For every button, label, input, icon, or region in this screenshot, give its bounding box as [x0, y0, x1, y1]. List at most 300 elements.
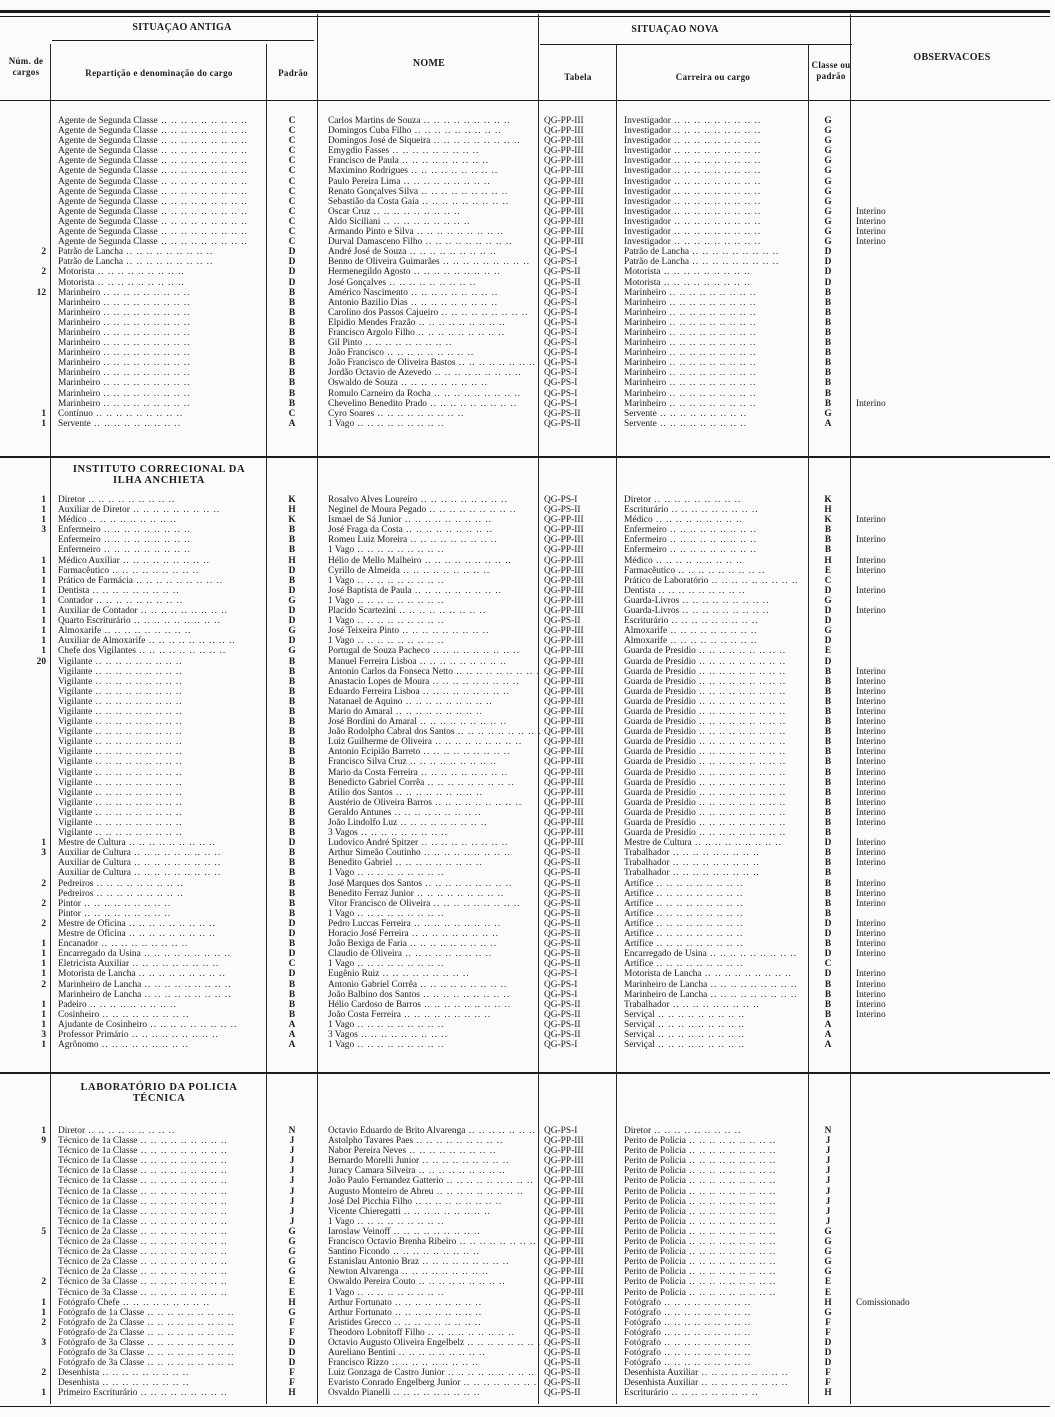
row-num-cargos: [0, 868, 52, 878]
row-carreira: Médico .. ..: [616, 556, 808, 566]
row-observacao: [848, 1136, 1055, 1146]
row-nome: Bernardo Morelli Junior .. ..: [318, 1156, 540, 1166]
table-row: [0, 990, 1055, 1000]
row-padrao: A: [288, 418, 296, 429]
row-cargo: Ajudante de Cosinheiro .. ..: [52, 1020, 266, 1030]
row-carreira: Investigador .. ..: [616, 227, 808, 237]
row-classe: G: [824, 227, 832, 238]
row-num-cargos: [0, 1156, 52, 1166]
table-row: [0, 858, 1055, 868]
header-nome: NOME: [412, 58, 446, 69]
table-row: [0, 828, 1055, 838]
row-carreira: Investigador .. ..: [616, 116, 808, 126]
row-classe: K: [824, 495, 832, 505]
row-observacao: [848, 1348, 1055, 1358]
row-carreira: Guarda de Presidio .. ..: [616, 798, 808, 808]
row-nome: Oscar Cruz .. ..: [318, 207, 540, 217]
row-observacao: [848, 146, 1055, 156]
row-tabela: QG-PP-III: [544, 515, 584, 526]
row-num-cargos: [0, 177, 52, 187]
row-padrao: H: [288, 505, 296, 516]
table-row: [0, 798, 1055, 808]
row-tabela: QG-PS-II: [544, 918, 581, 929]
row-padrao: B: [288, 777, 296, 788]
table-row: [0, 727, 1055, 737]
row-carreira: Perito de Policia .. ..: [616, 1207, 808, 1217]
row-padrao: B: [288, 898, 296, 909]
row-tabela: QG-PS-I: [544, 1040, 578, 1051]
row-cargo: Auxiliar de Contador .. ..: [52, 606, 266, 616]
row-padrao: B: [288, 818, 296, 828]
table-row: [0, 1176, 1055, 1186]
row-num-cargos: [0, 1247, 52, 1257]
table-row: [0, 1338, 1055, 1348]
row-carreira: Dentista .. ..: [616, 586, 808, 596]
row-nome: Iaroslaw Veinoff .. ..: [318, 1227, 540, 1237]
row-classe: B: [824, 348, 832, 359]
row-cargo: Técnico de 2a Classe .. ..: [52, 1227, 266, 1237]
row-classe: B: [824, 327, 832, 338]
row-cargo: Auxiliar de Cultura .. ..: [52, 858, 266, 868]
row-classe: A: [824, 1019, 832, 1030]
row-cargo: Encarregado da Usina .. ..: [52, 949, 266, 959]
row-num-cargos: 1: [41, 1009, 46, 1020]
row-observacao: [848, 868, 1055, 878]
row-cargo: Técnico de 2a Classe .. ..: [52, 1247, 266, 1257]
row-observacao: [848, 1146, 1055, 1156]
section3-title: [52, 1082, 266, 1104]
table-row: [0, 929, 1055, 939]
row-carreira: Investigador .. ..: [616, 177, 808, 187]
row-observacao: Interino: [856, 777, 886, 788]
row-observacao: Interino: [856, 797, 886, 808]
row-cargo: Auxiliar de Cultura .. ..: [52, 848, 266, 858]
row-cargo: Agente de Segunda Classe .. ..: [52, 217, 266, 227]
row-padrao: C: [288, 156, 296, 167]
row-padrao: B: [288, 656, 296, 667]
row-observacao: [848, 1257, 1055, 1267]
row-nome: João Rodolpho Cabral dos Santos .. ..: [318, 727, 540, 737]
row-cargo: Vigilante .. ..: [52, 818, 266, 828]
row-padrao: B: [288, 999, 296, 1010]
row-carreira: Artífice .. ..: [616, 879, 808, 889]
row-padrao: H: [288, 1297, 296, 1308]
row-carreira: Perito de Policia .. ..: [616, 1187, 808, 1197]
row-tabela: QG-PP-III: [544, 636, 584, 647]
row-cargo: Agente de Segunda Classe .. ..: [52, 136, 266, 146]
row-nome: Francisco Argolo Filho .. ..: [318, 328, 540, 338]
row-observacao: Interino: [856, 727, 886, 738]
row-padrao: B: [288, 348, 296, 359]
row-num-cargos: [0, 889, 52, 899]
row-tabela: QG-PP-III: [544, 606, 584, 617]
row-num-cargos: 2: [41, 1368, 46, 1379]
row-observacao: Interino: [856, 848, 886, 859]
row-tabela: QG-PS-II: [544, 1009, 581, 1020]
row-num-cargos: 1: [41, 555, 46, 566]
row-classe: B: [824, 898, 832, 909]
row-padrao: B: [288, 307, 296, 318]
row-classe: B: [824, 717, 832, 728]
row-carreira: Guarda de Presidio .. ..: [616, 828, 808, 838]
row-num-cargos: 1: [41, 616, 46, 627]
row-nome: 1 Vago .. ..: [318, 636, 540, 646]
row-observacao: [848, 1388, 1055, 1398]
row-num-cargos: 1: [41, 626, 46, 637]
row-nome: 1 Vago .. ..: [318, 868, 540, 878]
row-classe: F: [825, 1368, 831, 1379]
section3-table: [0, 1126, 1055, 1399]
row-nome: Pedro Luccas Ferreira .. ..: [318, 919, 540, 929]
row-carreira: Marinheiro .. ..: [616, 288, 808, 298]
section2-title: [52, 464, 266, 486]
row-observacao: [848, 1358, 1055, 1368]
row-cargo: Almoxarife .. ..: [52, 626, 266, 636]
row-observacao: Interino: [856, 565, 886, 576]
row-padrao: D: [288, 267, 296, 278]
row-tabela: QG-PP-III: [544, 1287, 584, 1298]
table-row: [0, 616, 1055, 626]
table-row: [0, 1126, 1055, 1136]
row-carreira: Desenhista Auxiliar .. ..: [616, 1378, 808, 1388]
row-cargo: Servente .. ..: [52, 419, 266, 429]
row-tabela: QG-PP-III: [544, 727, 584, 738]
row-num-cargos: [0, 1288, 52, 1298]
row-tabela: QG-PS-I: [544, 388, 578, 399]
table-row: [0, 308, 1055, 318]
row-carreira: Artífice .. ..: [616, 909, 808, 919]
row-observacao: [848, 636, 1055, 646]
row-nome: 1 Vago .. ..: [318, 1217, 540, 1227]
row-tabela: QG-PS-II: [544, 1297, 581, 1308]
row-cargo: Diretor .. ..: [52, 1126, 266, 1136]
table-row: [0, 177, 1055, 187]
row-cargo: Fotógrafo de 2a Classe .. ..: [52, 1318, 266, 1328]
row-nome: Nabor Pereira Neves .. ..: [318, 1146, 540, 1156]
row-padrao: J: [289, 1216, 295, 1227]
row-observacao: Interino: [856, 606, 886, 617]
row-observacao: [848, 1030, 1055, 1040]
row-tabela: QG-PP-III: [544, 807, 584, 818]
row-tabela: QG-PS-II: [544, 868, 581, 879]
row-classe: B: [824, 706, 832, 717]
row-padrao: D: [288, 1358, 296, 1369]
row-padrao: B: [288, 757, 296, 768]
table-row: [0, 495, 1055, 505]
row-observacao: Interino: [856, 818, 886, 828]
header-tabela: Tabela: [564, 72, 592, 82]
row-nome: Arthur Fortunato .. ..: [318, 1308, 540, 1318]
table-row: [0, 217, 1055, 227]
row-nome: Augusto Monteiro de Abreu .. ..: [318, 1187, 540, 1197]
row-classe: B: [824, 787, 832, 798]
row-tabela: QG-PP-III: [544, 666, 584, 677]
row-padrao: G: [288, 1267, 296, 1278]
row-carreira: Trabalhador .. ..: [616, 1000, 808, 1010]
row-cargo: Auxiliar de Almoxarife .. ..: [52, 636, 266, 646]
row-classe: B: [824, 368, 832, 379]
table-row: [0, 980, 1055, 990]
row-classe: D: [824, 929, 832, 940]
table-row: [0, 136, 1055, 146]
table-row: [0, 1166, 1055, 1176]
row-num-cargos: [0, 1217, 52, 1227]
table-row: [0, 338, 1055, 348]
row-cargo: Técnico de 2a Classe .. ..: [52, 1257, 266, 1267]
row-padrao: B: [288, 388, 296, 399]
row-padrao: A: [288, 1040, 296, 1051]
row-observacao: [848, 1288, 1055, 1298]
row-observacao: [848, 909, 1055, 919]
row-nome: Carolino dos Passos Cajueiro .. ..: [318, 308, 540, 318]
table-row: [0, 278, 1055, 288]
row-nome: Luiz Guilherme de Oliveira .. ..: [318, 737, 540, 747]
row-carreira: Marinheiro .. ..: [616, 318, 808, 328]
row-cargo: Agente de Segunda Classe .. ..: [52, 166, 266, 176]
row-nome: Romeu Luiz Moreira .. ..: [318, 535, 540, 545]
row-observacao: Interino: [856, 206, 886, 217]
row-cargo: Marinheiro .. ..: [52, 368, 266, 378]
row-num-cargos: [0, 1328, 52, 1338]
row-num-cargos: [0, 1146, 52, 1156]
row-num-cargos: [0, 399, 52, 409]
row-observacao: [848, 348, 1055, 358]
row-padrao: B: [288, 858, 296, 869]
row-num-cargos: [0, 677, 52, 687]
section1-table: [0, 116, 1055, 429]
row-carreira: Fotógrafo .. ..: [616, 1348, 808, 1358]
row-num-cargos: 1: [41, 646, 46, 657]
row-nome: Sebastião da Costa Gaia .. ..: [318, 197, 540, 207]
row-padrao: B: [288, 828, 296, 839]
row-cargo: Dentista .. ..: [52, 586, 266, 596]
row-num-cargos: [0, 727, 52, 737]
table-row: [0, 227, 1055, 237]
table-row: [0, 1156, 1055, 1166]
row-padrao: C: [288, 196, 296, 207]
row-padrao: F: [289, 1327, 295, 1338]
row-carreira: Perito de Policia .. ..: [616, 1146, 808, 1156]
row-classe: G: [824, 186, 832, 197]
table-row: [0, 1020, 1055, 1030]
row-num-cargos: 1: [41, 838, 46, 849]
row-nome: João Paulo Fernandez Gatterio .. ..: [318, 1176, 540, 1186]
row-carreira: Mestre de Cultura .. ..: [616, 838, 808, 848]
row-cargo: Técnico de 1a Classe .. ..: [52, 1217, 266, 1227]
row-observacao: [848, 828, 1055, 838]
row-classe: B: [824, 888, 832, 899]
row-carreira: Perito de Policia .. ..: [616, 1176, 808, 1186]
row-carreira: Marinheiro .. ..: [616, 308, 808, 318]
row-observacao: [848, 1267, 1055, 1277]
row-cargo: Vigilante .. ..: [52, 737, 266, 747]
row-tabela: QG-PP-III: [544, 126, 584, 137]
row-num-cargos: [0, 1378, 52, 1388]
row-carreira: Guarda de Presidio .. ..: [616, 727, 808, 737]
row-num-cargos: 2: [41, 1317, 46, 1328]
row-nome: João Francisco .. ..: [318, 348, 540, 358]
table-row: [0, 267, 1055, 277]
row-tabela: QG-PS-II: [544, 848, 581, 859]
row-padrao: C: [288, 237, 296, 248]
row-observacao: Interino: [856, 989, 886, 1000]
row-classe: D: [824, 636, 832, 647]
row-tabela: QG-PS-I: [544, 989, 578, 1000]
row-tabela: QG-PS-I: [544, 327, 578, 338]
row-nome: Newton Alvarenga .. ..: [318, 1267, 540, 1277]
row-classe: G: [824, 136, 832, 147]
header-line-antiga: [52, 40, 314, 41]
row-padrao: B: [288, 888, 296, 899]
row-padrao: G: [288, 1226, 296, 1237]
table-row: [0, 697, 1055, 707]
table-row: [0, 515, 1055, 525]
row-num-cargos: 12: [36, 287, 46, 298]
row-tabela: QG-PS-II: [544, 267, 581, 278]
table-row: [0, 667, 1055, 677]
row-tabela: QG-PP-III: [544, 767, 584, 778]
row-nome: Octavio Eduardo de Brito Alvarenga .. ..: [318, 1126, 540, 1136]
row-cargo: Marinheiro .. ..: [52, 358, 266, 368]
table-row: [0, 247, 1055, 257]
row-nome: José Baptista de Paula .. ..: [318, 586, 540, 596]
row-observacao: Interino: [856, 929, 886, 940]
row-observacao: [848, 646, 1055, 656]
row-carreira: Guarda de Presidio .. ..: [616, 737, 808, 747]
row-observacao: Interino: [856, 696, 886, 707]
table-row: [0, 126, 1055, 136]
row-tabela: QG-PP-III: [544, 838, 584, 849]
row-classe: J: [825, 1196, 831, 1207]
table-row: [0, 525, 1055, 535]
row-tabela: QG-PS-II: [544, 858, 581, 869]
row-classe: E: [824, 565, 832, 576]
row-observacao: [848, 298, 1055, 308]
row-padrao: C: [288, 959, 296, 970]
row-cargo: Professor Primário .. ..: [52, 1030, 266, 1040]
row-observacao: Interino: [856, 858, 886, 869]
table-row: [0, 959, 1055, 969]
row-num-cargos: 2: [41, 1277, 46, 1288]
row-nome: Ludovico André Spitzer .. ..: [318, 838, 540, 848]
row-nome: Estanislau Antonio Braz .. ..: [318, 1257, 540, 1267]
row-num-cargos: 2: [41, 267, 46, 278]
section-divider-1: [0, 456, 1050, 458]
row-nome: Hélio Cardoso de Barros .. ..: [318, 1000, 540, 1010]
row-nome: José Fraga da Costa .. ..: [318, 525, 540, 535]
row-padrao: B: [288, 317, 296, 328]
row-padrao: D: [288, 1337, 296, 1348]
row-num-cargos: [0, 1257, 52, 1267]
row-num-cargos: 2: [41, 898, 46, 909]
row-num-cargos: 9: [41, 1136, 46, 1147]
row-carreira: Investigador .. ..: [616, 207, 808, 217]
row-padrao: N: [288, 1126, 296, 1136]
row-padrao: D: [288, 1348, 296, 1359]
row-padrao: C: [288, 136, 296, 147]
row-nome: Gil Pinto .. ..: [318, 338, 540, 348]
row-num-cargos: [0, 737, 52, 747]
row-num-cargos: [0, 929, 52, 939]
row-tabela: QG-PS-I: [544, 979, 578, 990]
row-nome: Neginel de Moura Pegado .. ..: [318, 505, 540, 515]
row-nome: Ismael de Sá Junior .. ..: [318, 515, 540, 525]
row-tabela: QG-PP-III: [544, 1196, 584, 1207]
row-num-cargos: [0, 768, 52, 778]
row-tabela: QG-PP-III: [544, 737, 584, 748]
row-carreira: Fotógrafo .. ..: [616, 1358, 808, 1368]
row-num-cargos: 2: [41, 979, 46, 990]
row-num-cargos: [0, 535, 52, 545]
row-nome: Manuel Ferreira Lisboa .. ..: [318, 657, 540, 667]
table-row: [0, 535, 1055, 545]
row-nome: Osvaldo Pianelli .. ..: [318, 1388, 540, 1398]
row-padrao: C: [288, 216, 296, 227]
row-padrao: E: [288, 1277, 296, 1288]
row-padrao: C: [288, 166, 296, 177]
table-row: [0, 257, 1055, 267]
row-tabela: QG-PP-III: [544, 1257, 584, 1268]
row-tabela: QG-PS-I: [544, 247, 578, 258]
row-num-cargos: [0, 1267, 52, 1277]
row-padrao: B: [288, 575, 296, 586]
row-observacao: Interino: [856, 237, 886, 248]
row-padrao: B: [288, 787, 296, 798]
row-nome: Theodoro Lobnitoff Filho .. ..: [318, 1328, 540, 1338]
row-padrao: D: [288, 616, 296, 627]
table-row: [0, 657, 1055, 667]
row-observacao: Interino: [856, 757, 886, 768]
row-tabela: QG-PP-III: [544, 706, 584, 717]
row-num-cargos: [0, 116, 52, 126]
row-cargo: Auxiliar de Diretor .. ..: [52, 505, 266, 515]
row-observacao: [848, 166, 1055, 176]
row-padrao: D: [288, 949, 296, 960]
row-classe: F: [825, 1327, 831, 1338]
row-cargo: Técnico de 1a Classe .. ..: [52, 1176, 266, 1186]
row-classe: B: [824, 535, 832, 546]
row-num-cargos: [0, 358, 52, 368]
row-observacao: [848, 257, 1055, 267]
row-nome: Vitor Francisco de Oliveira .. ..: [318, 899, 540, 909]
table-row: [0, 1207, 1055, 1217]
row-carreira: Investigador .. ..: [616, 187, 808, 197]
section3-title-line2: TÉCNICA: [132, 1093, 186, 1104]
section2-title-line2: ILHA ANCHIETA: [113, 475, 205, 486]
row-classe: J: [825, 1156, 831, 1167]
table-row: [0, 1010, 1055, 1020]
row-carreira: Servente .. ..: [616, 419, 808, 429]
table-row: [0, 788, 1055, 798]
row-classe: B: [824, 979, 832, 990]
row-observacao: Interino: [856, 398, 886, 409]
table-row: [0, 328, 1055, 338]
row-carreira: Serviçal .. ..: [616, 1030, 808, 1040]
row-padrao: B: [288, 327, 296, 338]
row-tabela: QG-PS-II: [544, 1327, 581, 1338]
row-carreira: Enfermeiro .. ..: [616, 525, 808, 535]
row-padrao: G: [288, 1237, 296, 1248]
row-carreira: Perito de Policia .. ..: [616, 1237, 808, 1247]
row-classe: B: [824, 287, 832, 298]
row-cargo: Técnico de 3a Classe .. ..: [52, 1277, 266, 1287]
row-num-cargos: [0, 338, 52, 348]
row-num-cargos: 1: [41, 969, 46, 980]
row-nome: Evaristo Conrado Engelberg Junior .. ..: [318, 1378, 540, 1388]
row-num-cargos: 5: [41, 1226, 46, 1237]
row-padrao: B: [288, 767, 296, 778]
row-nome: João Bexiga de Faria .. ..: [318, 939, 540, 949]
